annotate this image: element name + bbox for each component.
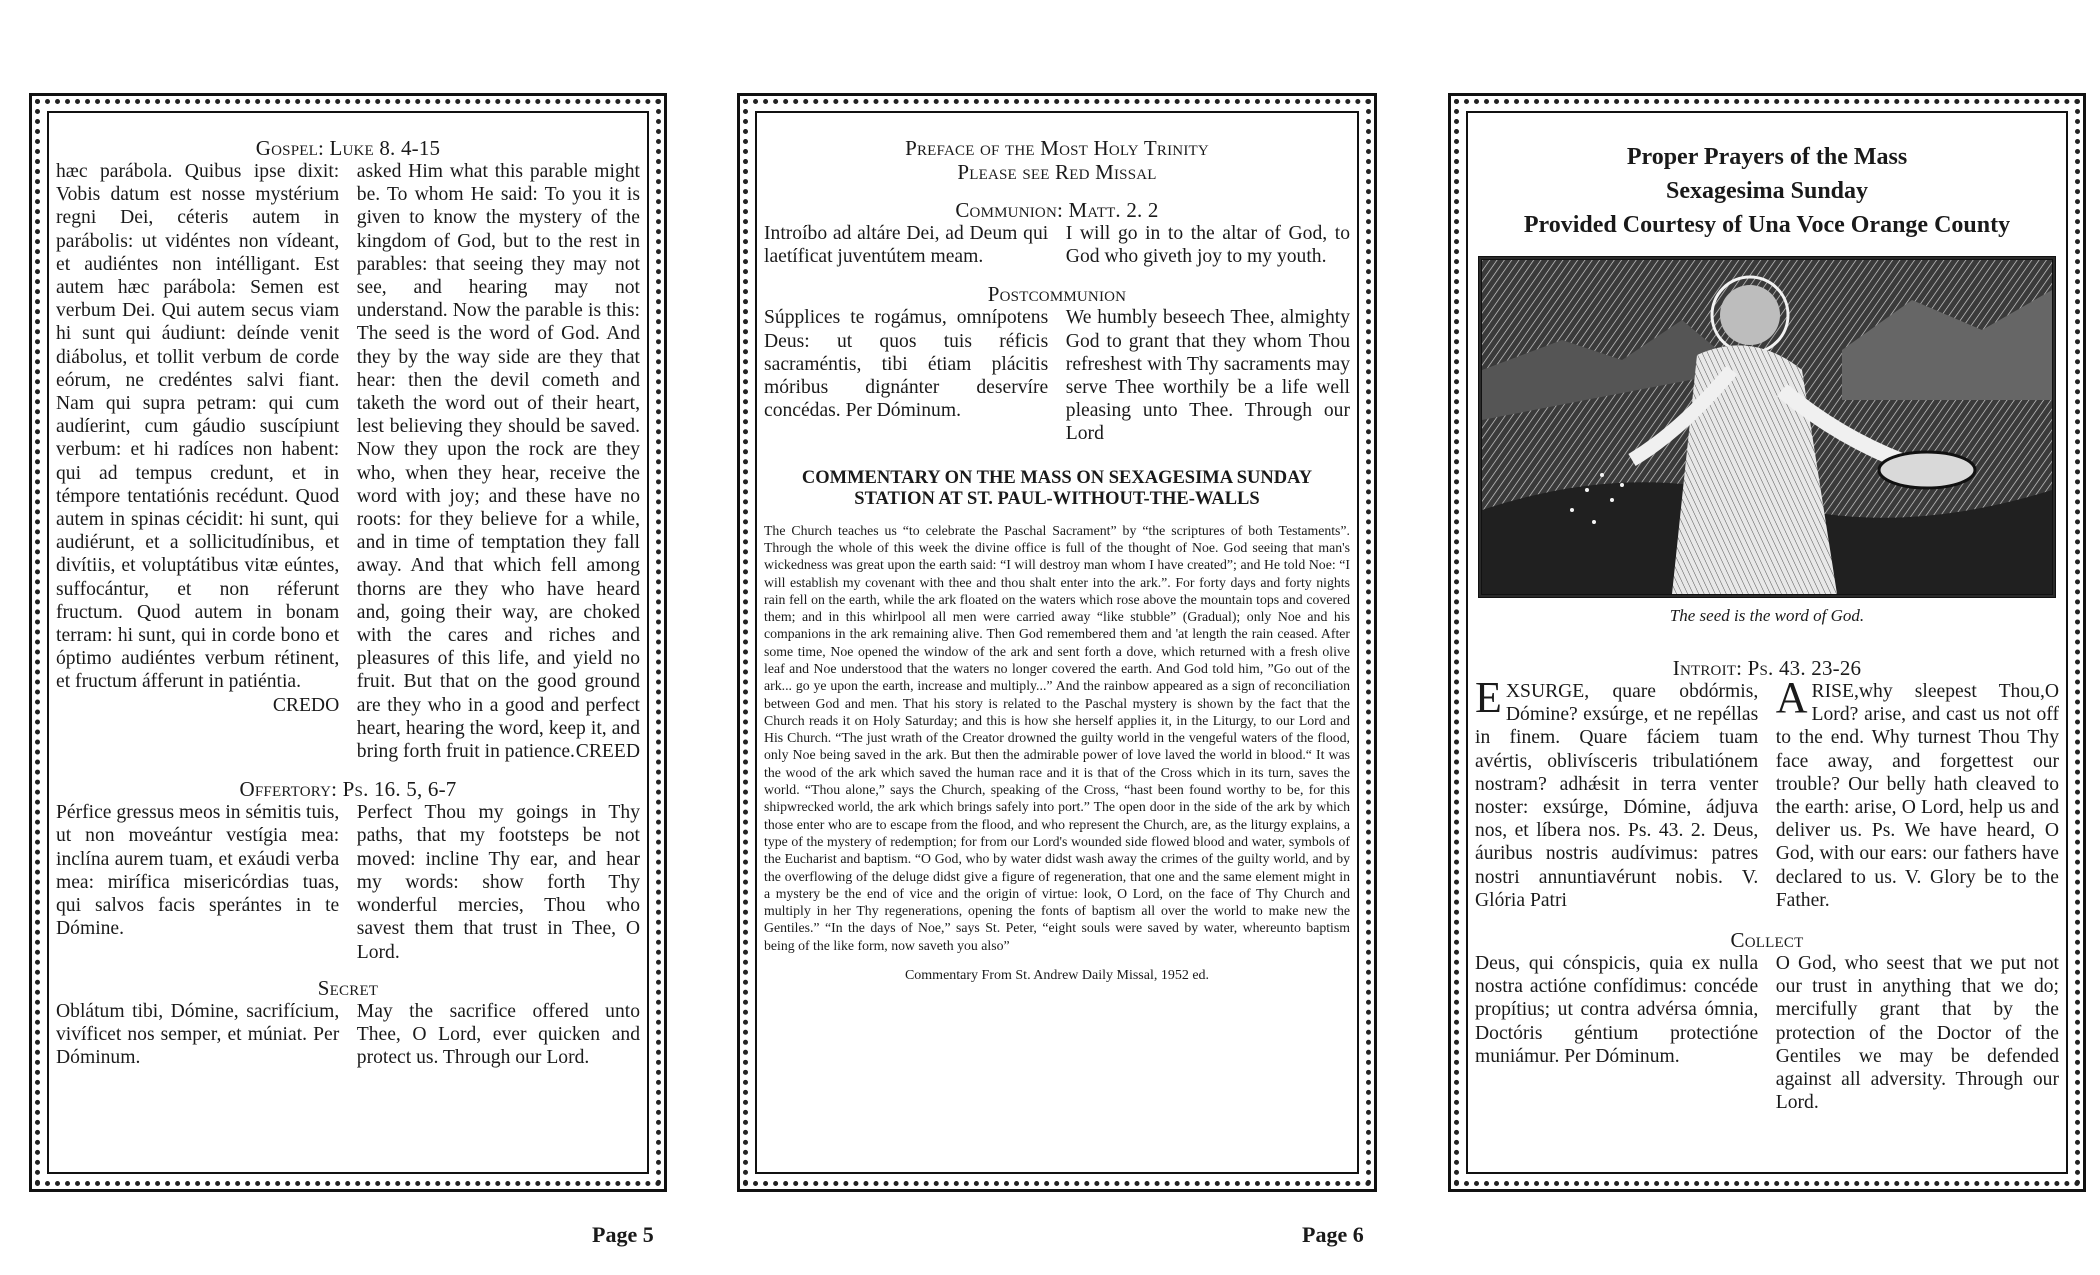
introit-latin-dropcap: E — [1475, 673, 1502, 722]
illustration-caption: The seed is the word of God. — [1669, 606, 1865, 625]
offertory-text — [56, 801, 640, 963]
communion-english: I will go in to the altar of God, to God who giveth joy to my youth. — [1065, 223, 1350, 268]
gospel-english: asked Him what this parable might be. To whom He said: To you it is given to know the mystery of the kingdom of God, but to the rest in parables: that seeing they may not see, and hearing may not understand. Now the parable is this: The seed is the word of God. And they by the way side are they that hear: then the devil cometh and taketh the word out of their heart, lest believing they should be saved. Now they upon the rock are they who, when they hear, receive the word with joy; and these have no roots: for they believe for a while, and in time of temptation they fall away. And that which fell among thorns are they who have heard and, going their way, are choked with the cares and riches and pleasures of this life, and yield no fruit. But that on the good ground are they who in a good and perfect heart, hearing the word, keep it, and bring forth fruit in patience. CREED — [356, 161, 640, 763]
postcommunion-text — [764, 306, 1350, 445]
offertory-latin: Pérfice gressus meos in sémitis tuis, ut non moveántur vestígia mea: inclína aurem tuam, et exáudi verba mea: mirífica misericórdias tuas, qui salvos facis sperántes in te Dómine. — [56, 802, 340, 940]
cover-title: Proper Prayers of the Mass Sexagesima Sunday Provided Courtesy of Una Voce Orange County — [1523, 144, 2011, 238]
introit-heading: Introit: Ps. 43. 23-26 — [1672, 656, 1862, 680]
secret-text — [56, 1000, 640, 1070]
offertory-heading: Offertory: Ps. 16. 5, 6-7 — [239, 777, 457, 802]
preface-line2: Please see Red Missal — [957, 160, 1157, 184]
introit-latin: E XSURGE, quare obdórmis, Dómine? exsúrge, et ne repéllas in finem. Quare fáciem tuam avértis, oblivísceris tribulatiónem nostram? adhǽsit in terra venter noster: exsúrge, Dómine, ádjuva nos, et líbera nos. Ps. 43. 2. Deus, áuribus nostris audívimus: patres nostri annuntiavérunt nobis. V. Glória Patri — [1475, 673, 1759, 911]
gospel-text — [56, 160, 640, 763]
commentary-body: The Church teaches us “to celebrate the Paschal Sacrament” by “the scriptures of both Testaments”. Through the whole of this week the divine office is full of the thought of Noe. God seeing that man's wickedness was great upon the earth said: “I will destroy man whom I have created”; and He told Noe: “I will establish my covenant with thee and thou shalt enter into the ark.”. For forty days and forty nights rain fell on the earth, while the ark floated on the waters which rose above the mountain tops and covered them; and in this whirlpool all men were carried away “like stubble” (Gradual); only Noe and his companions in the ark remaining alive. Then God remembered them and 'at length the rain ceased. After some time, Noe opened the window of the ark and sent forth a dove, which returned with a fresh olive leaf and Noe understood that the waters no longer covered the earth. And God told him, ”Go out of the ark... go ye upon the earth, increase and multiply...” And the rainbow appeared as a sign of reconciliation between God and men. That his story is related to the Paschal mystery is shown by the fact that the Church reads it on Holy Saturday; and this is how she herself applies it, in the Liturgy, to our Lord and His Church. “The just wrath of the Creator drowned the guilty world in the vengeful waters of the flood, only Noe being saved in the ark. But then the admirable power of love laved the world in blood.“ It was the wood of the ark which saved the human race and it is that of the Cross which in its turn, saves the world. “Thou alone,” says the Church, speaking of the Cross, “hast been found worthy to be, for this shipwrecked world, the ark which brings safely into port.” The open door in the side of the ark by which those enter who are to escape from the flood, and who represent the Church, are, as the liturgy explains, a type of the mystery of redemption; for from our Lord's wounded side flowed blood and water, symbols of the Eucharist and baptism. “O God, who by water didst wash away the crimes of the guilty world, and by the overflowing of the deluge didst give a figure of regeneration, that one and the same element might in a mystery be the end of vice and the origin of virtue: look, O Lord, on the face of Thy Church and multiply in her Thy regenerations, opening the fonts of baptism all over the world to make new the Gentiles.” “In the days of Noe,” says St. Peter, “eight souls were saved by water, whereunto baptism being of the like form, now saveth you also” — [764, 522, 1350, 953]
introit-english-dropcap: A — [1775, 673, 1808, 722]
postcommunion-latin: Súpplices te rogámus, omnípotens Deus: ut quos tuis réficis sacraméntis, tibi étiam plácitis móribus dignánter deservíre concédas. Per Dóminum. — [764, 307, 1049, 422]
collect-text — [1475, 952, 2059, 1114]
gospel-latin: hæc parábola. Quibus ipse dixit: Vobis datum est nosse mystérium regni Dei, céteris autem in parábolis: ut vidéntes non vídeant, et audiéntes non intélligant. Est autem hæc parábola: Semen est verbum Dei. Qui autem secus viam hi sunt qui áudiunt: deínde venit diábolus, et tollit verbum de corde eórum, ne credéntes salvi fiant. Nam qui supra petram: qui cum audíerint, cum gáudio suscípiunt verbum: et hi radíces non habent: qui ad tempus credunt, et in témpore tentatiónis recédunt. Quod autem in spinas cécidit: hi sunt, qui audiérunt, et a sollicitudínibus, et divítiis, et voluptátibus vitæ eúntes, suffocántur, et non réferunt fructum. Quod autem in bonam terram: hi sunt, qui in corde bono et óptimo audiéntes verbum rétinent, et fructum áfferunt in patiéntia. CREDO — [56, 161, 340, 716]
page-number-6: Page 6 — [1302, 1222, 1364, 1247]
communion-text — [764, 222, 1350, 268]
secret-heading: Secret — [317, 975, 379, 1000]
gospel-heading: Gospel: Luke 8. 4-15 — [255, 136, 441, 160]
offertory-english: Perfect Thou my goings in Thy paths, that my footsteps be not moved: incline Thy ear, and hear my words: show forth Thy wonderful mercies, Thou who savest them that trust in Thee, O Lord. — [356, 802, 640, 963]
collect-latin: Deus, qui cónspicis, quia ex nulla nostra actióne confídimus: concéde propítius; ut contra advérsa ómnia, Doctóris géntium protectióne muniámur. Per Dóminum. — [1475, 953, 1759, 1067]
page-5-panel — [29, 93, 667, 1192]
secret-english: May the sacrifice offered unto Thee, O Lord, ever quicken and protect us. Through our Lord. — [356, 1000, 640, 1069]
creed-label: CREED — [575, 741, 640, 763]
secret-latin: Oblátum tibi, Dómine, sacrifícium, vivíficet nos semper, et múniat. Per Dóminum. — [56, 1000, 340, 1069]
introit-english: A RISE,why sleepest Thou,O Lord? arise, and cast us not off to the end. Why turnest Thou Thy face away, and forgettest our trouble? Our belly hath cleaved to the earth: arise, O Lord, help us and deliver us. Ps. We have heard, O God, with our ears: our fathers have declared to us. V. Glory be to the Father. — [1775, 673, 2059, 911]
commentary-title: COMMENTARY ON THE MASS ON SEXAGESIMA SUNDAY STATION AT ST. PAUL-WITHOUT-THE-WALLS — [801, 467, 1313, 509]
commentary-credit: Commentary From St. Andrew Daily Missal, 1952 ed. — [904, 968, 1210, 984]
page-6-panel — [737, 93, 1377, 1192]
credo-label: CREDO — [272, 694, 340, 716]
postcommunion-heading: Postcommunion — [987, 282, 1127, 307]
collect-heading: Collect — [1730, 928, 1804, 953]
postcommunion-english: We humbly beseech Thee, almighty God to grant that they whom Thou refreshest with Thy sacraments may serve Thee worthily be a life well pleasing unto Thee. Through our Lord — [1065, 307, 1350, 445]
preface-line1: Preface of the Most Holy Trinity — [905, 136, 1209, 160]
communion-latin: Introíbo ad altáre Dei, ad Deum qui laetíficat juventútem meam. — [764, 223, 1049, 268]
sower-illustration — [1478, 256, 2056, 598]
communion-heading: Communion: Matt. 2. 2 — [955, 198, 1159, 222]
introit-text — [1475, 673, 2059, 912]
cover-panel — [1448, 93, 2086, 1192]
page-number-5: Page 5 — [592, 1222, 654, 1247]
collect-english: O God, who seest that we put not our trust in anything that we do; mercifully grant that by the protection of the Doctor of the Gentiles we may be defended against all adversity. Through our Lord. — [1775, 953, 2059, 1114]
